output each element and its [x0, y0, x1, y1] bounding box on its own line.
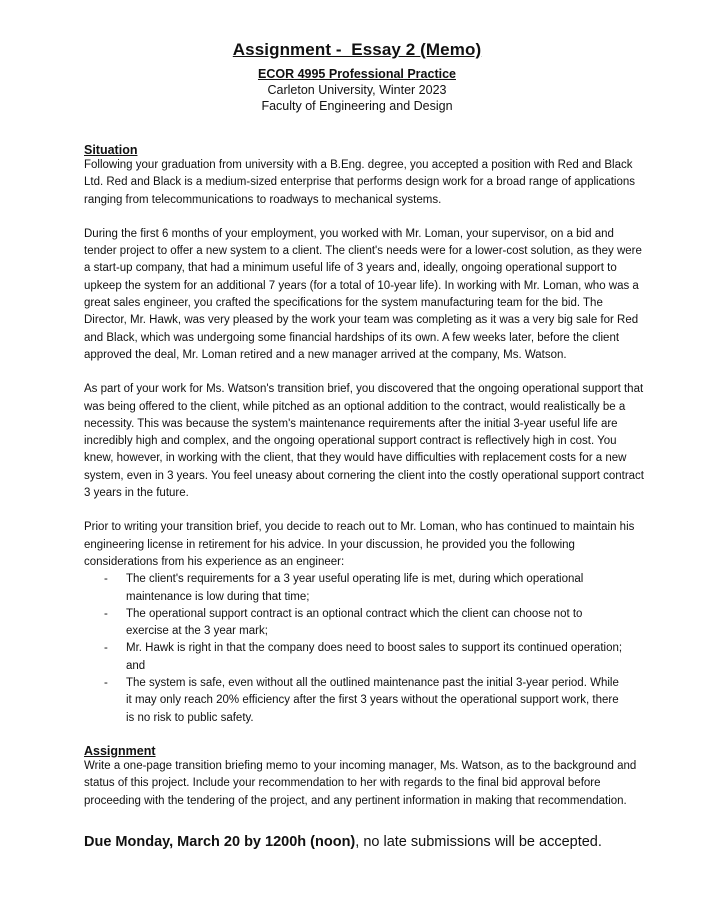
situation-paragraph: Following your graduation from university with a B.Eng. degree, you accepted a position with Red and Black Ltd. Red and Black is a medium-sized enterprise that performs design work for a broad range of applications ranging from telecommunications to roadways to mechanical systems. [84, 159, 636, 206]
due-date: Due Monday, March 20 by 1200h (noon) [84, 833, 356, 850]
course-name: ECOR 4995 Professional Practice [257, 67, 456, 81]
document-header [84, 40, 630, 113]
considerations-list [84, 571, 664, 727]
university-line: Carleton University, Winter 2023 [267, 83, 447, 97]
list-item-text: Mr. Hawk is right in that the company does need to boost sales to support its continued operation; and [126, 642, 623, 672]
list-item [84, 675, 626, 727]
late-policy: , no late submissions will be accepted. [355, 833, 602, 850]
due-date-notice [84, 834, 664, 850]
dash-bullet: - [104, 642, 108, 655]
list-item [84, 571, 626, 606]
list-item-text: The client's requirements for a 3 year useful operating life is met, during which operational maintenance is low during that time; [126, 573, 584, 603]
situation-paragraph: As part of your work for Ms. Watson's transition brief, you discovered that the ongoing operational support that was being offered to the client, while pitched as an optional addition to the contract, would realistically be a necessity. This was because the system's maintenance requirements after the initial 3-year useful life are incredibly high and complex, and the ongoing operational support contract is reflectively high in cost. You knew, however, in working with the client, that they would have difficulties with replacement costs for a new system, even in 3 years. You feel uneasy about cornering the client into the costly operational support contract 3 years in the future. [84, 383, 645, 500]
situation-paragraph: During the first 6 months of your employment, you worked with Mr. Loman, your supervisor, on a bid and tender project to offer a new system to a client. The client's needs were for a lower-cost solution, as they were a start-up company, that had a minimum useful life of 3 years and, ideally, ongoing operational support to upkeep the system for an additional 7 years (for a total of 10-year life). In working with Mr. Loman, who was a great sales engineer, you crafted the specifications for the system manufacturing team for the bid. The Director, Mr. Hawk, was very pleased by the work your team was completing as it was a very big sale for Red and Black, which was undergoing some financial hardships of its own. A few weeks later, before the client approved the deal, Mr. Loman retired and a new manager arrived at the company, Ms. Watson. [84, 227, 642, 361]
assignment-text: Write a one-page transition briefing memo to your incoming manager, Ms. Watson, as to the background and status of this project. Include your recommendation to her with regards to the final bid approval before proceeding with the tendering of the project, and any pertinent information in making that recommendation. [84, 759, 637, 807]
situation-paragraph: Prior to writing your transition brief, you decide to reach out to Mr. Loman, who has continued to maintain his engineering license in retirement for his advice. In your discussion, he provided you the following considerations from his experience as an engineer: [84, 521, 635, 568]
list-item-text: The operational support contract is an optional contract which the client can choose not to exercise at the 3 year mark; [126, 607, 583, 638]
dash-bullet: - [104, 677, 108, 690]
list-item-text: The system is safe, even without all the outlined maintenance past the initial 3-year period. While it may only reach 20% efficiency after the first 3 years without the operational support work, there is no risk to public safety. [126, 677, 619, 724]
assignment-heading: Assignment [84, 743, 156, 758]
page-title: Assignment - Essay 2 (Memo) [232, 40, 482, 59]
situation-heading: Situation [84, 143, 138, 157]
dash-bullet: - [104, 573, 108, 586]
list-item [84, 640, 626, 675]
faculty-line: Faculty of Engineering and Design [261, 99, 453, 113]
dash-bullet: - [104, 607, 108, 620]
list-item [84, 606, 626, 641]
